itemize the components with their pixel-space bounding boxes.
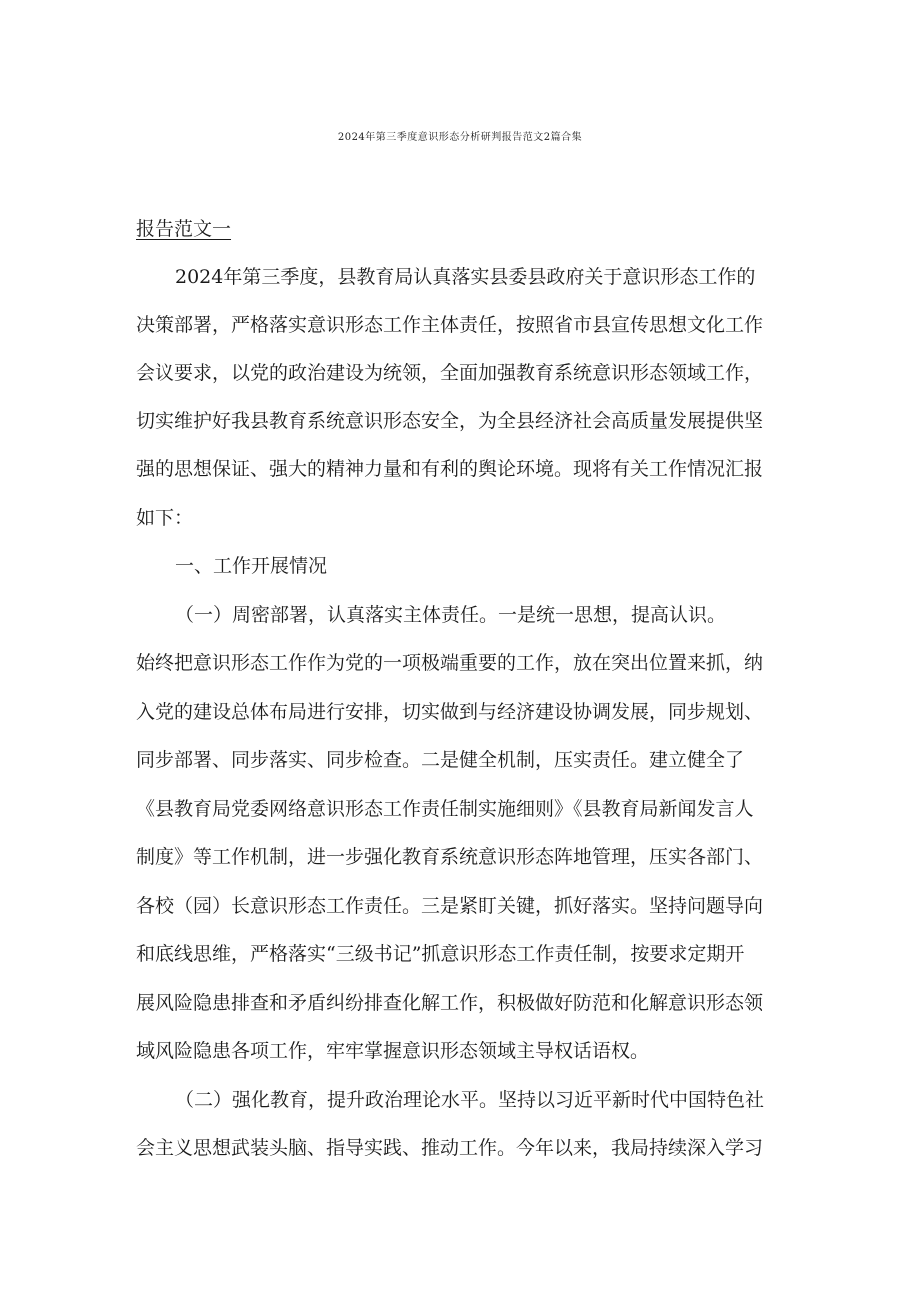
paragraph-line: 《县教育局党委网络意识形态工作责任制实施细则》《县教育局新闻发言人: [136, 798, 754, 820]
paragraph-line: 始终把意识形态工作作为党的一项极端重要的工作，放在突出位置来抓，纳: [136, 652, 764, 674]
paragraph-line: 会议要求，以党的政治建设为统领，全面加强教育系统意识形态领域工作，: [136, 362, 764, 384]
paragraph-line: （一）周密部署，认真落实主体责任。一是统一思想，提高认识。: [175, 604, 727, 626]
paragraph-line: 和底线思维，严格落实“三级书记”抓意识形态工作责任制，按要求定期开: [136, 943, 745, 965]
paragraph-line: 展风险隐患排查和矛盾纠纷排查化解工作，积极做好防范和化解意识形态领: [136, 992, 764, 1014]
paragraph-line: 各校（园）长意识形态工作责任。三是紧盯关键，抓好落实。坚持问题导向: [136, 895, 764, 917]
paragraph-line: 强的思想保证、强大的精神力量和有利的舆论环境。现将有关工作情况汇报: [136, 458, 764, 480]
paragraph-line: 同步部署、同步落实、同步检查。二是健全机制，压实责任。建立健全了: [136, 749, 745, 771]
paragraph-line: 入党的建设总体布局进行安排，切实做到与经济建设协调发展，同步规划、: [136, 701, 764, 723]
paragraph-line: 决策部署，严格落实意识形态工作主体责任，按照省市县宣传思想文化工作: [136, 314, 764, 336]
paragraph-line: 域风险隐患各项工作，牢牢掌握意识形态领域主导权话语权。: [136, 1040, 650, 1062]
paragraph-line: 制度》等工作机制，进一步强化教育系统意识形态阵地管理，压实各部门、: [136, 846, 764, 868]
document-title: 2024年第三季度意识形态分析研判报告范文2篇合集: [337, 132, 583, 143]
paragraph-line: 会主义思想武装头脑、指导实践、推动工作。今年以来，我局持续深入学习: [136, 1137, 764, 1159]
paragraph-line: 2024年第三季度，县教育局认真落实县委县政府关于意识形态工作的: [175, 266, 756, 288]
section-heading: 一、工作开展情况: [175, 555, 328, 577]
section-label: 报告范文一: [136, 218, 232, 240]
paragraph-line: （二）强化教育，提升政治理论水平。坚持以习近平新时代中国特色社: [175, 1089, 765, 1111]
paragraph-line: 切实维护好我县教育系统意识形态安全，为全县经济社会高质量发展提供坚: [136, 410, 764, 432]
paragraph-line: 如下：: [136, 507, 194, 529]
